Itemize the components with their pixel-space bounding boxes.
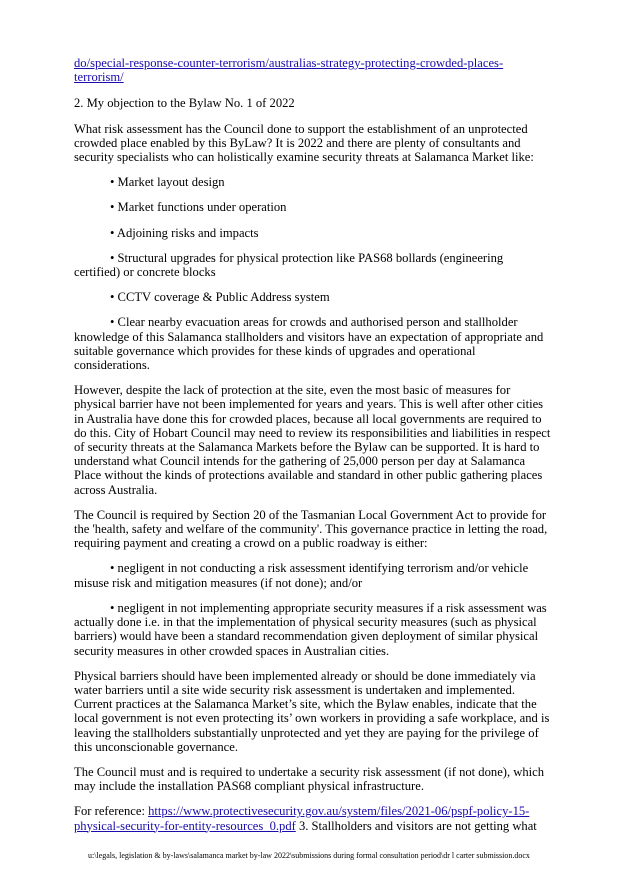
bullet-item: • negligent in not conducting a risk assessment identifying terrorism and/or vehicle misuse risk and mitigation measures (if not done); and/or xyxy=(74,561,529,590)
section-heading: 2. My objection to the Bylaw No. 1 of 2022 xyxy=(74,96,295,111)
council-obligation-paragraph: The Council must and is required to undertake a security risk assessment (if not done), which may include the installation PAS68 compliant physical infrastructure. xyxy=(74,764,545,794)
footer-file-path: u:\legals, legislation & by-laws\salamanca market by-law 2022\submissions during formal consultation period\dr l carter submission.docx xyxy=(88,851,530,860)
bullet-item: • CCTV coverage & Public Address system xyxy=(110,290,330,305)
risk-assessment-paragraph: What risk assessment has the Council done to support the establishment of an unprotected crowded place enabled by this ByLaw? It is 2022 and there are plenty of consultants and security specialists who can holistically examine security threats at Salamanca Market like: xyxy=(74,121,534,165)
crowded-places-strategy-link[interactable]: do/special-response-counter-terrorism/australias-strategy-protecting-crowded-places-terrorism/ xyxy=(74,56,504,85)
reference-suffix: 3. Stallholders and visitors are not getting what xyxy=(295,818,537,833)
bullet-item: • Market layout design xyxy=(110,175,225,190)
bullet-item: • Clear nearby evacuation areas for crowds and authorised person and stallholder knowledge of this Salamanca stallholders and visitors have an expectation of appropriate and suitable governance which provides for these kinds of upgrades and operational considerations. xyxy=(74,315,544,373)
local-government-act-paragraph: The Council is required by Section 20 of the Tasmanian Local Government Act to provide for the 'health, safety and welfare of the community'. This governance practice in letting the road, requiring payment and creating a crowd on a public roadway is either: xyxy=(74,507,548,551)
bullet-item: • Market functions under operation xyxy=(110,200,287,215)
physical-barriers-paragraph: Physical barriers should have been implemented already or should be done immediately via water barriers until a site wide security risk assessment is undertaken and implemented. Current practices at the Salamanca Market’s site, which the Bylaw enables, indicate that the local government is not even protecting its’ own workers in providing a safe workplace, and is leaving the stallholders substantially unprotected and yet they are paying for the privilege of this unconscionable governance. xyxy=(74,668,550,754)
reference-paragraph xyxy=(74,804,552,832)
bullet-item: • Adjoining risks and impacts xyxy=(110,225,259,240)
reference-prefix: For reference: xyxy=(74,804,149,819)
bullet-item: • negligent in not implementing appropriate security measures if a risk assessment was actually done i.e. in that the implementation of physical security measures (such as physical barriers) would have been a standard recommendation given deployment of similar physical security measures in other crowded spaces in Australian cities. xyxy=(74,600,547,658)
bullet-item: • Structural upgrades for physical protection like PAS68 bollards (engineering certified) or concrete blocks xyxy=(74,250,504,280)
pspf-policy-link[interactable]: https://www.protectivesecurity.gov.au/system/files/2021-06/pspf-policy-15-physical-security-for-entity-resources_0.pdf xyxy=(74,804,530,833)
document-page xyxy=(74,56,552,833)
lack-of-protection-paragraph: However, despite the lack of protection at the site, even the most basic of measures for physical barrier have not been implemented for years and years. This is well after other cities in Australia have done this for crowded places, because all local governments are required to do this. City of Hobart Council may need to review its responsibilities and liabilities in respect of security threats at the Salamanca Markets before the Bylaw can be supported. It is hard to understand what Council intends for the gathering of 25,000 person per day at Salamanca Place without the kinds of protections available and standard in other public gathering places across Australia. xyxy=(74,383,551,497)
top-link-paragraph xyxy=(74,56,552,84)
